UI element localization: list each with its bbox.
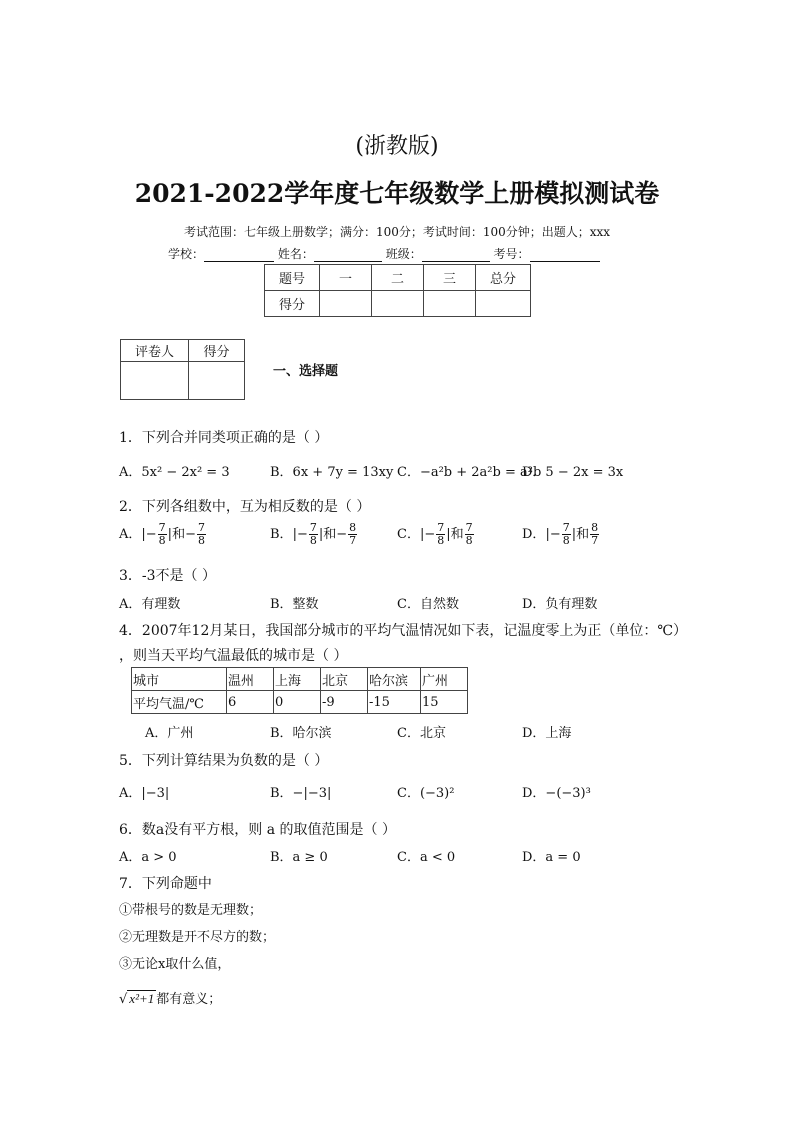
q3-option-b[interactable]: B．整数 bbox=[270, 597, 319, 612]
score-row-label: 得分 bbox=[265, 291, 320, 317]
q6-option-a[interactable]: A．a > 0 bbox=[119, 850, 177, 865]
q5-option-c[interactable]: C．(−3)² bbox=[397, 786, 455, 801]
score-table bbox=[264, 264, 531, 317]
city-header-cell: 广州 bbox=[421, 668, 468, 691]
fraction: $\frac{8}{7}$ bbox=[591, 521, 599, 547]
city-temp-cell: 6 bbox=[227, 691, 274, 714]
q2-a-label: A． bbox=[119, 527, 142, 542]
score-header-cell: 总分 bbox=[476, 265, 531, 291]
radicand: x²+1 bbox=[129, 991, 155, 1006]
city-row-label: 平均气温/℃ bbox=[132, 691, 227, 714]
question-7-stem: 7．下列命题中 bbox=[119, 876, 212, 892]
school-label: 学校： bbox=[168, 247, 205, 261]
city-temp-cell: -9 bbox=[321, 691, 368, 714]
city-header-cell: 上海 bbox=[274, 668, 321, 691]
score-header-cell: 三 bbox=[424, 265, 476, 291]
city-temp-cell: -15 bbox=[368, 691, 421, 714]
class-label: 班级： bbox=[385, 247, 422, 261]
q1-option-b[interactable]: B．6x + 7y = 13xy bbox=[270, 465, 394, 480]
q2-option-b[interactable]: B．|− $\frac{7}{8}$ |和− $\frac{8}{7}$ bbox=[270, 521, 357, 547]
grader-header-cell: 得分 bbox=[189, 340, 245, 362]
city-temp-cell: 15 bbox=[421, 691, 468, 714]
grader-table bbox=[120, 339, 245, 400]
score-table-header-row bbox=[265, 265, 531, 291]
grader-header-cell: 评卷人 bbox=[121, 340, 189, 362]
q1-option-d[interactable]: D．5 − 2x = 3x bbox=[522, 465, 624, 480]
score-cell[interactable] bbox=[424, 291, 476, 317]
fraction: $\frac{7}{8}$ bbox=[158, 521, 166, 547]
city-temperature-table bbox=[131, 667, 468, 714]
q5-option-a[interactable]: A．|−3| bbox=[119, 786, 170, 801]
name-label: 姓名： bbox=[277, 247, 314, 261]
edition-label: (浙教版) bbox=[355, 134, 439, 159]
q2-d-label: D． bbox=[522, 527, 546, 542]
question-2-stem: 2．下列各组数中，互为相反数的是（ ） bbox=[119, 499, 371, 515]
grader-cell[interactable] bbox=[121, 362, 189, 400]
fraction: $\frac{7}{8}$ bbox=[309, 521, 317, 547]
name-blank[interactable] bbox=[314, 249, 382, 262]
q6-option-c[interactable]: C．a < 0 bbox=[397, 850, 456, 865]
q1-option-a[interactable]: A．5x² − 2x² = 3 bbox=[119, 465, 230, 480]
q4-option-a[interactable]: A．广州 bbox=[145, 726, 194, 741]
grader-header-row bbox=[121, 340, 245, 362]
score-cell[interactable] bbox=[476, 291, 531, 317]
q3-option-d[interactable]: D．负有理数 bbox=[522, 597, 598, 612]
q2-option-c[interactable]: C．|− $\frac{7}{8}$ |和 $\frac{7}{8}$ bbox=[397, 521, 473, 547]
q7-item-3: ③无论x取什么值， bbox=[119, 957, 231, 972]
school-blank[interactable] bbox=[204, 249, 274, 262]
score-header-cell: 二 bbox=[372, 265, 424, 291]
question-6-stem: 6．数a没有平方根，则 a 的取值范围是（ ） bbox=[119, 822, 396, 838]
fraction: $\frac{7}{8}$ bbox=[465, 521, 473, 547]
q3-option-a[interactable]: A．有理数 bbox=[119, 597, 181, 612]
q6-option-d[interactable]: D．a = 0 bbox=[522, 850, 581, 865]
grader-row bbox=[121, 362, 245, 400]
q4-option-c[interactable]: C．北京 bbox=[397, 726, 446, 741]
city-header-cell: 哈尔滨 bbox=[368, 668, 421, 691]
q5-option-b[interactable]: B．−|−3| bbox=[270, 786, 332, 801]
score-header-cell: 题号 bbox=[265, 265, 320, 291]
page-title: 2021-2022学年度七年级数学上册模拟测试卷 bbox=[134, 179, 660, 208]
q2-b-label: B． bbox=[270, 527, 293, 542]
question-1-stem: 1．下列合并同类项正确的是（ ） bbox=[119, 430, 329, 446]
fraction: $\frac{7}{8}$ bbox=[437, 521, 445, 547]
q7-item-2: ②无理数是开不尽方的数； bbox=[119, 930, 276, 945]
student-info-line bbox=[168, 245, 638, 262]
city-header-cell: 北京 bbox=[321, 668, 368, 691]
q7-item-1: ①带根号的数是无理数； bbox=[119, 903, 263, 918]
fraction: $\frac{8}{7}$ bbox=[349, 521, 357, 547]
q4-option-b[interactable]: B．哈尔滨 bbox=[270, 726, 332, 741]
question-4-stem-line2: ，则当天平均气温最低的城市是（ ） bbox=[119, 648, 348, 664]
question-5-stem: 5．下列计算结果为负数的是（ ） bbox=[119, 753, 329, 769]
city-temp-cell: 0 bbox=[274, 691, 321, 714]
city-table-row bbox=[132, 691, 468, 714]
grader-cell[interactable] bbox=[189, 362, 245, 400]
number-blank[interactable] bbox=[530, 249, 600, 262]
score-cell[interactable] bbox=[372, 291, 424, 317]
fraction: $\frac{7}{8}$ bbox=[197, 521, 205, 547]
city-table-header-row bbox=[132, 668, 468, 691]
score-table-row bbox=[265, 291, 531, 317]
q3-option-c[interactable]: C．自然数 bbox=[397, 597, 459, 612]
exam-info: 考试范围：七年级上册数学；满分：100分；考试时间：100分钟；出题人；xxx bbox=[183, 225, 611, 239]
q7-item-4-text: 都有意义； bbox=[156, 992, 222, 1007]
q2-option-a[interactable]: A．|− $\frac{7}{8}$ |和− $\frac{7}{8}$ bbox=[119, 521, 205, 547]
q6-option-b[interactable]: B．a ≥ 0 bbox=[270, 850, 328, 865]
fraction: $\frac{7}{8}$ bbox=[562, 521, 570, 547]
question-4-stem-line1: 4．2007年12月某日，我国部分城市的平均气温情况如下表，记温度零上为正（单位：℃） bbox=[119, 623, 688, 639]
q5-option-d[interactable]: D．−(−3)³ bbox=[522, 786, 591, 801]
score-cell[interactable] bbox=[320, 291, 372, 317]
city-header-cell: 城市 bbox=[132, 668, 227, 691]
sqrt-icon: √ bbox=[119, 992, 128, 1007]
class-blank[interactable] bbox=[422, 249, 490, 262]
question-3-stem: 3．-3不是（ ） bbox=[119, 568, 216, 584]
number-label: 考号： bbox=[493, 247, 530, 261]
q7-item-4 bbox=[119, 988, 221, 1007]
q4-option-d[interactable]: D．上海 bbox=[522, 726, 572, 741]
q1-option-c[interactable]: C．−a²b + 2a²b = a²b bbox=[397, 465, 542, 480]
q2-option-d[interactable]: D．|− $\frac{7}{8}$ |和 $\frac{8}{7}$ bbox=[522, 521, 599, 547]
city-header-cell: 温州 bbox=[227, 668, 274, 691]
score-header-cell: 一 bbox=[320, 265, 372, 291]
section-title: 一、选择题 bbox=[273, 364, 339, 379]
q2-c-label: C． bbox=[397, 527, 420, 542]
